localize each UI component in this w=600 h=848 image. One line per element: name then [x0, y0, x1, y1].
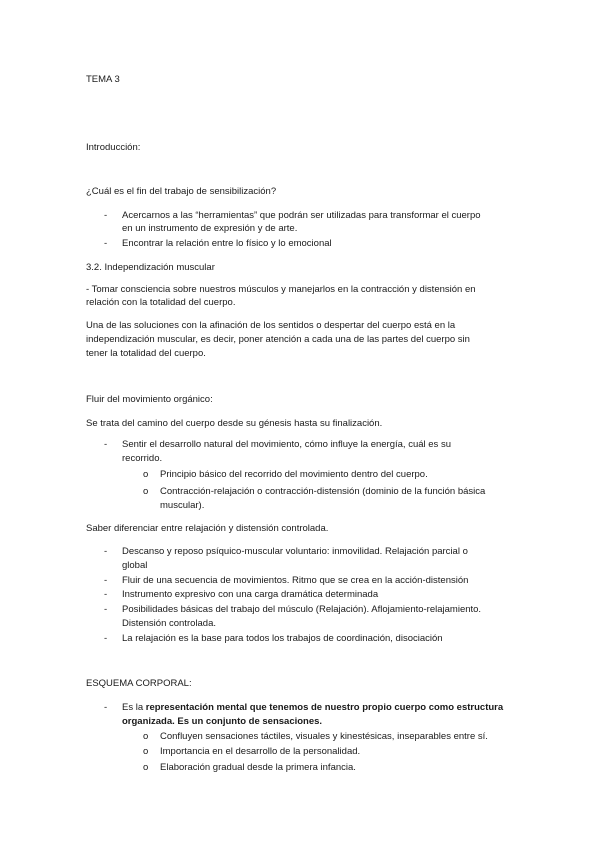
sub-bullet-text: Importancia en el desarrollo de la personalidad.: [160, 746, 361, 757]
sub-bullet-text: Confluyen sensaciones táctiles, visuales y kinestésicas, inseparables entre sí.: [160, 731, 488, 742]
bullet-text: Fluir de una secuencia de movimientos. Ritmo que se crea en la acción-distensión: [122, 575, 469, 586]
bullet-dash: -: [104, 575, 108, 586]
bullet-text-bold: representación mental que tenemos de nuestro propio cuerpo como estructura: [145, 702, 504, 713]
bullet-text: [122, 702, 503, 714]
esquema-heading: ESQUEMA CORPORAL:: [86, 678, 192, 689]
paragraph-line: Saber diferenciar entre relajación y distensión controlada.: [86, 523, 329, 534]
bullet-text: Acercarnos a las “herramientas” que podrán ser utilizadas para transformar el cuerpo: [122, 210, 481, 221]
bullet-dash: -: [104, 210, 108, 221]
document-title: TEMA 3: [86, 74, 120, 85]
bullet-text: recorrido.: [122, 453, 163, 464]
bullet-text: global: [122, 560, 148, 571]
bullet-text: Sentir el desarrollo natural del movimiento, cómo influye la energía, cuál es su: [122, 439, 451, 450]
paragraph-line: Se trata del camino del cuerpo desde su génesis hasta su finalización.: [86, 418, 383, 429]
bullet-dash: -: [104, 604, 108, 615]
bullet-dash: -: [104, 702, 108, 713]
bullet-text: Encontrar la relación entre lo físico y lo emocional: [122, 238, 332, 249]
bullet-text-plain: Es la: [122, 702, 146, 713]
bullet-text: Distensión controlada.: [122, 618, 216, 629]
sub-bullet-text: Elaboración gradual desde la primera infancia.: [160, 762, 356, 773]
paragraph-line: tener la totalidad del cuerpo.: [86, 348, 206, 359]
bullet-circle: o: [143, 762, 149, 773]
bullet-circle: o: [143, 486, 149, 497]
paragraph-line: - Tomar consciencia sobre nuestros músculos y manejarlos en la contracción y distensión en: [86, 284, 476, 295]
sub-bullet-text: muscular).: [160, 500, 205, 511]
sub-bullet-text: Principio básico del recorrido del movimiento dentro del cuerpo.: [160, 469, 428, 480]
paragraph-line: relación con la totalidad del cuerpo.: [86, 297, 236, 308]
fluir-heading: Fluir del movimiento orgánico:: [86, 394, 213, 405]
bullet-dash: -: [104, 238, 108, 249]
bullet-circle: o: [143, 731, 149, 742]
bullet-dash: -: [104, 546, 108, 557]
bullet-text: Instrumento expresivo con una carga dramática determinada: [122, 589, 379, 600]
bullet-text: Descanso y reposo psíquico-muscular voluntario: inmovilidad. Relajación parcial o: [122, 546, 468, 557]
sub-bullet-text: Contracción-relajación o contracción-distensión (dominio de la función básica: [160, 486, 486, 497]
paragraph-line: independización muscular, es decir, poner atención a cada una de las partes del cuerpo sin: [86, 334, 470, 345]
bullet-dash: -: [104, 439, 108, 450]
intro-heading: Introducción:: [86, 142, 141, 153]
bullet-text: Posibilidades básicas del trabajo del músculo (Relajación). Aflojamiento-relajamiento.: [122, 604, 482, 615]
bullet-dash: -: [104, 633, 108, 644]
bullet-dash: -: [104, 589, 108, 600]
paragraph-line: Una de las soluciones con la afinación de los sentidos o despertar del cuerpo está en la: [86, 320, 456, 331]
question-text: ¿Cuál es el fin del trabajo de sensibilización?: [86, 186, 277, 197]
bullet-circle: o: [143, 469, 149, 480]
bullet-text: en un instrumento de expresión y de arte.: [122, 223, 298, 234]
subsection-heading: 3.2. Independización muscular: [86, 262, 215, 273]
bullet-text-bold: organizada. Es un conjunto de sensaciones.: [122, 716, 323, 727]
bullet-circle: o: [143, 746, 149, 757]
bullet-text: La relajación es la base para todos los trabajos de coordinación, disociación: [122, 633, 443, 644]
